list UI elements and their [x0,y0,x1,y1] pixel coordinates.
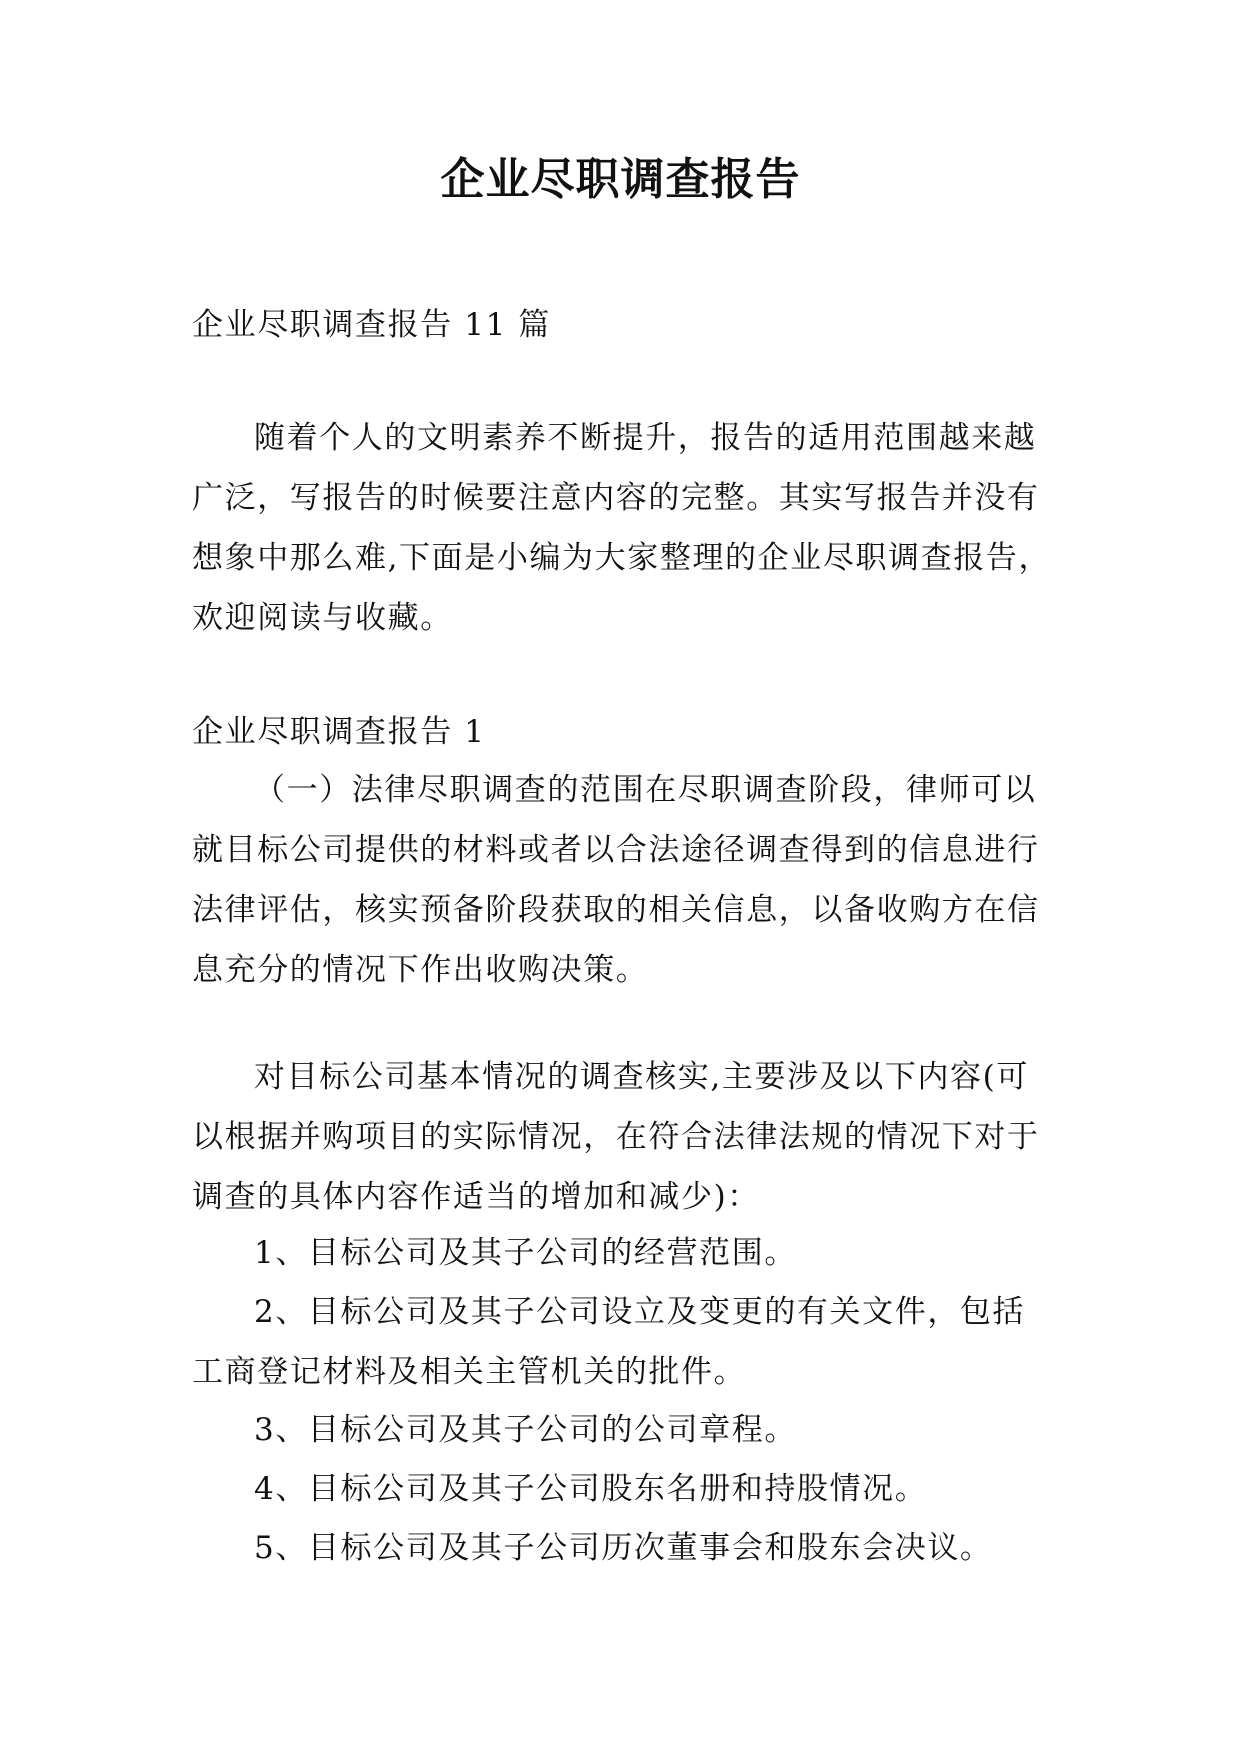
section-heading: 企业尽职调查报告 1 [192,714,486,750]
list-item: 5、目标公司及其子公司历次董事会和股东会决议。 [254,1530,993,1566]
intro-paragraph: 随着个人的文明素养不断提升，报告的适用范围越来越广泛，写报告的时候要注意内容的完整。其实写报告并没有想象中那么难,下面是小编为大家整理的企业尽职调查报告，欢迎阅读与收藏。 [192,420,1052,636]
list-item: 2、目标公司及其子公司设立及变更的有关文件，包括工商登记材料及相关主管机关的批件。 [192,1294,1026,1390]
section-paragraph-scope: （一）法律尽职调查的范围在尽职调查阶段，律师可以就目标公司提供的材料或者以合法途径调查得到的信息进行法律评估，核实预备阶段获取的相关信息，以备收购方在信息充分的情况下作出收购决策。 [192,772,1040,988]
list-item: 3、目标公司及其子公司的公司章程。 [254,1412,797,1448]
document-title: 企业尽职调查报告 [440,154,801,205]
list-item: 4、目标公司及其子公司股东名册和持股情况。 [254,1471,928,1507]
document-subtitle: 企业尽职调查报告 11 篇 [192,307,551,343]
list-item: 1、目标公司及其子公司的经营范围。 [254,1235,797,1271]
section-paragraph-basic-info: 对目标公司基本情况的调查核实,主要涉及以下内容(可以根据并购项目的实际情况，在符合法律法规的情况下对于调查的具体内容作适当的增加和减少)： [192,1059,1040,1215]
